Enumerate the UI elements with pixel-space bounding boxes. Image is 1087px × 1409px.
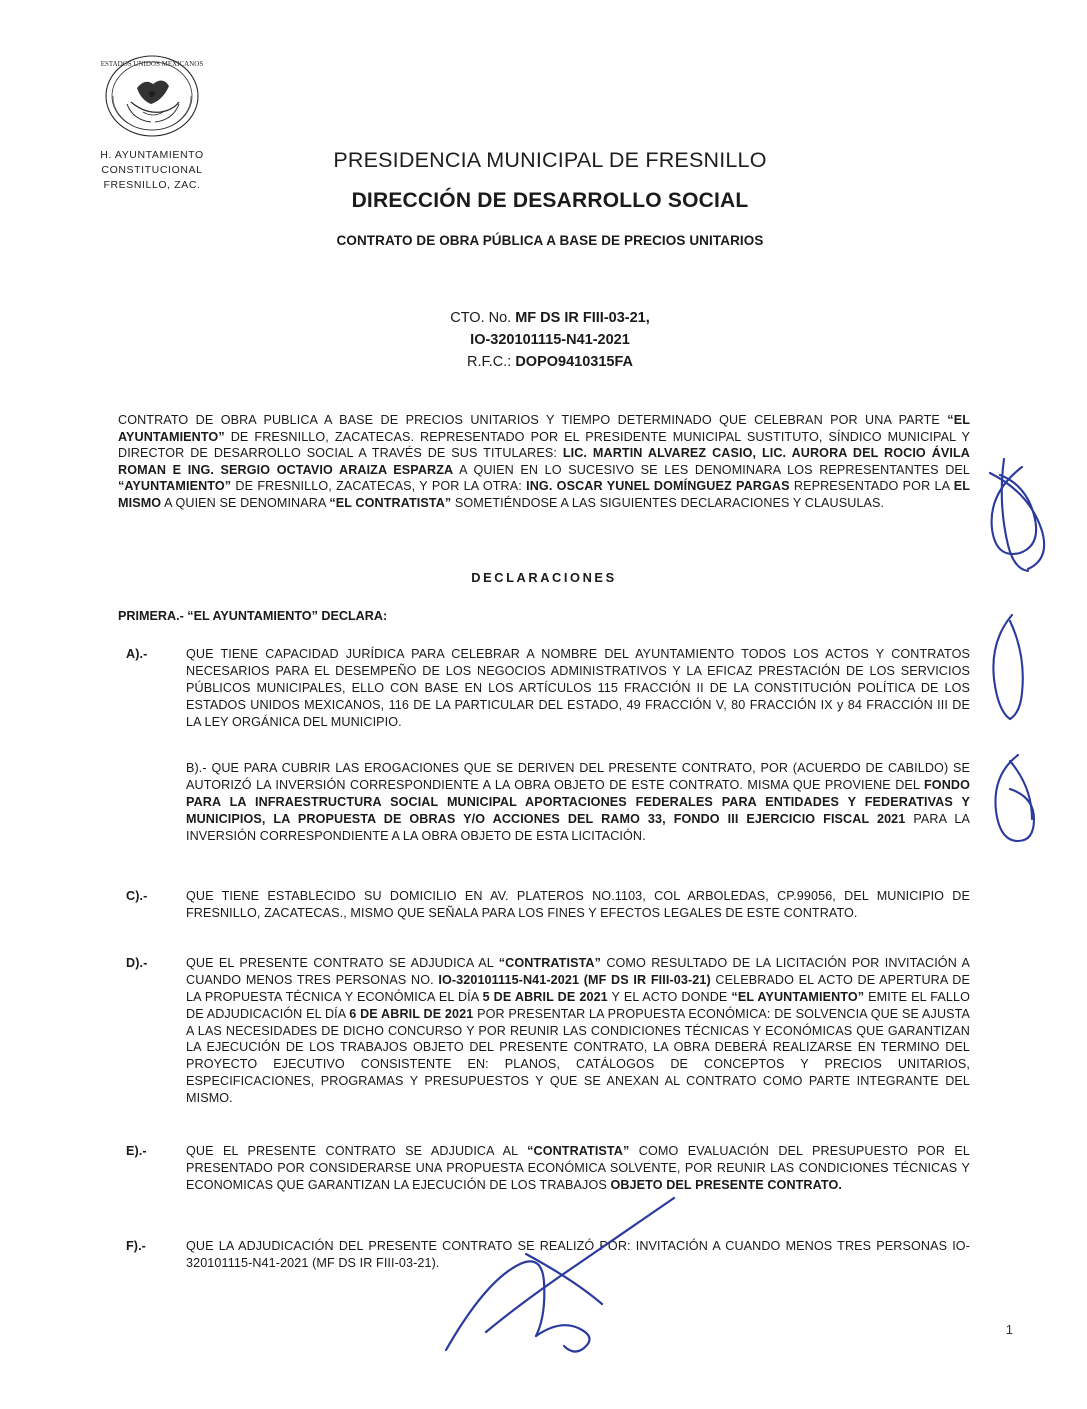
clause-b-seg-1: B).- QUE PARA CUBRIR LAS EROGACIONES QUE SE DERIVEN DEL PRESENTE CONTRATO, POR (ACUERDO DE CABILDO) SE AUTORIZÓ LA INVERSIÓN CORRESPONDIENTE A LA OBRA OBJETO DE ESTE CONTRATO. MISMA QUE PROVIENE DEL [186, 761, 970, 792]
intro-seg-13: SOMETIÉNDOSE A LAS SIGUIENTES DECLARACIONES Y CLAUSULAS. [451, 496, 885, 511]
intro-paragraph [118, 412, 970, 512]
clause-f-marker: F).- [126, 1239, 146, 1253]
signature-ink-right [960, 455, 1070, 935]
clause-d-text [186, 955, 970, 1107]
clause-e [126, 1143, 970, 1194]
clause-f-text: QUE LA ADJUDICACIÓN DEL PRESENTE CONTRATO SE REALIZÓ POR: INVITACIÓN A CUANDO MENOS TRES PERSONAS IO-320101115-N41-2021 (MF DS IR FIII-03-21). [186, 1239, 970, 1270]
subtitle-contrato: CONTRATO DE OBRA PÚBLICA A BASE DE PRECIOS UNITARIOS [336, 233, 764, 248]
page-number: 1 [1005, 1322, 1013, 1337]
contract-identifiers [120, 308, 980, 373]
clause-a-text: QUE TIENE CAPACIDAD JURÍDICA PARA CELEBRAR A NOMBRE DEL AYUNTAMIENTO TODOS LOS ACTOS Y CONTRATOS NECESARIOS PARA EL DESEMPEÑO DE LOS NEGOCIOS ADMINISTRATIVOS Y LA EFICAZ PRESTACIÓN DE LOS SERVICIOS PÚBLICOS MUNICIPALES, ELLO CON BASE EN LOS ARTÍCULOS 115 FRACCIÓN II DE LA CONSTITUCIÓN POLÍTICA DE LOS ESTADOS UNIDOS MEXICANOS, 116 DE LA PARTICULAR DEL ESTADO, 49 FRACCIÓN V, 80 FRACCIÓN IX y 84 FRACCIÓN III DE LA LEY ORGÁNICA DEL MUNICIPIO. [186, 647, 970, 729]
intro-seg-2: “EL AYUNTAMIENTO” [118, 413, 970, 444]
intro-seg-9: REPRESENTADO POR LA [789, 479, 954, 494]
cto-label: CTO. No. [450, 310, 516, 326]
intro-seg-3: DE FRESNILLO, ZACATECAS. REPRESENTADO POR EL PRESIDENTE MUNICIPAL SUSTITUTO, SÍNDICO MUNICIPAL Y DIRECTOR DE DESARROLLO SOCIAL A TRAVÉS DE SUS TITULARES: [118, 429, 970, 461]
clause-b-text [186, 760, 970, 844]
licitacion-number: IO-320101115-N41-2021 [470, 331, 630, 348]
clause-b-seg-3: PARA LA INVERSIÓN CORRESPONDIENTE A LA OBRA OBJETO DE ESTA LICITACIÓN. [186, 811, 970, 843]
intro-seg-7: DE FRESNILLO, ZACATECAS, Y POR LA OTRA: [231, 479, 527, 494]
rfc-label: R.F.C.: [466, 353, 516, 370]
letterhead-line-3: FRESNILLO, ZAC. [103, 179, 201, 192]
clause-d-seg-9: EMITE EL FALLO DE ADJUDICACIÓN EL DÍA [186, 989, 970, 1021]
intro-seg-10: EL MISMO [118, 479, 971, 511]
clause-e-seg-4: OBJETO DEL PRESENTE CONTRATO. [610, 1177, 842, 1192]
clause-d-seg-11: POR PRESENTAR LA PROPUESTA ECONÓMICA: DE SOLVENCIA QUE SE AJUSTA A LAS NECESIDADES DE DICHO CONCURSO Y POR REUNIR LAS CONDICIONES TÉCNICAS Y ECONÓMICAS QUE GARANTIZAN LA EJECUCIÓN DE LOS TRABAJOS OBJETO DEL PRESENTE CONTRATO, LA OBRA DEBERÁ REALIZARSE EN TERMINO DEL PROYECTO EJECUTIVO CONSISTENTE EN: PLANOS, CATÁLOGOS DE CONCEPTOS Y PRECIOS UNITARIOS, ESPECIFICACIONES, PROGRAMAS Y PRESUPUESTOS Y QUE SE ANEXAN AL CONTRATO COMO PARTE INTEGRANTE DEL MISMO. [186, 1006, 970, 1105]
clause-c [126, 888, 970, 922]
intro-seg-1: CONTRATO DE OBRA PUBLICA A BASE DE PRECIOS UNITARIOS Y TIEMPO DETERMINADO QUE CELEBRAN POR UNA PARTE [118, 413, 948, 427]
clause-e-seg-3: COMO EVALUACIÓN DEL PRESUPUESTO POR EL PRESENTADO POR CONSIDERARSE UNA PROPUESTA ECONÓMICA SOLVENTE, POR REUNIR LAS CONDICIONES TÉCNICAS Y ECONOMICAS QUE GARANTIZAN LA EJECUCIÓN DE LOS TRABAJOS [186, 1144, 970, 1192]
letterhead-line-1: H. AYUNTAMIENTO [100, 149, 204, 161]
clause-a [126, 646, 970, 730]
clause-d-seg-6: 5 DE ABRIL DE 2021 [482, 989, 608, 1004]
letterhead-line-2: CONSTITUCIONAL [101, 164, 203, 177]
svg-text:ESTADOS UNIDOS MEXICANOS: ESTADOS UNIDOS MEXICANOS [100, 60, 204, 68]
clause-a-marker: A).- [126, 647, 148, 661]
clause-d-seg-8: “EL AYUNTAMIENTO” [731, 989, 865, 1004]
page-title: PRESIDENCIA MUNICIPAL DE FRESNILLO [333, 148, 767, 172]
intro-seg-11: A QUIEN SE DENOMINARA [161, 496, 330, 511]
clause-e-seg-1: QUE EL PRESENTE CONTRATO SE ADJUDICA AL [186, 1144, 528, 1158]
intro-seg-5: A QUIEN EN LO SUCESIVO SE LES DENOMINARA LOS REPRESENTANTES DEL [453, 462, 970, 477]
clause-d-seg-3: COMO RESULTADO DE LA LICITACIÓN POR INVITACIÓN A CUANDO MENOS TRES PERSONAS NO. [186, 956, 971, 987]
clause-d [126, 955, 970, 1107]
clause-d-seg-4: IO-320101115-N41-2021 (MF DS IR FIII-03-21) [438, 972, 711, 987]
clause-d-seg-2: “CONTRATISTA” [498, 956, 602, 970]
clause-f [126, 1238, 970, 1272]
clause-b [126, 760, 970, 844]
clause-e-text [186, 1143, 970, 1194]
clause-e-seg-2: “CONTRATISTA” [527, 1144, 630, 1158]
clause-d-marker: D).- [126, 956, 148, 970]
intro-seg-6: “AYUNTAMIENTO” [118, 479, 232, 494]
clause-e-marker: E).- [126, 1144, 147, 1158]
clause-c-marker: C).- [126, 889, 148, 903]
clause-d-seg-10: 6 DE ABRIL DE 2021 [349, 1006, 474, 1021]
cto-line [120, 308, 980, 330]
subtitle-direccion: DIRECCIÓN DE DESARROLLO SOCIAL [351, 189, 749, 212]
intro-seg-4: LIC. MARTIN ALVAREZ CASIO, LIC. AURORA DEL ROCIO ÁVILA ROMAN E ING. SERGIO OCTAVIO ARAIZA ESPARZA [118, 446, 970, 477]
clause-b-seg-2: FONDO PARA LA INFRAESTRUCTURA SOCIAL MUNICIPAL APORTACIONES FEDERALES PARA ENTIDADES Y FEDERATIVAS Y MUNICIPIOS, LA PROPUESTA DE OBRAS Y/O ACCIONES DEL RAMO 33, FONDO III EJERCICIO FISCAL 2021 [186, 777, 970, 826]
clause-d-seg-7: Y EL ACTO DONDE [607, 989, 732, 1004]
intro-seg-8: ING. OSCAR YUNEL DOMÍNGUEZ PARGAS [526, 479, 790, 494]
signature-ink-bottom [430, 1190, 790, 1380]
intro-seg-12: “EL CONTRATISTA” [329, 496, 452, 511]
mexican-coat-of-arms-icon [93, 50, 211, 142]
rfc-value: DOPO9410315FA [515, 353, 634, 370]
declaraciones-heading: DECLARACIONES [471, 570, 617, 585]
clause-d-seg-1: QUE EL PRESENTE CONTRATO SE ADJUDICA AL [186, 956, 499, 970]
cto-value: MF DS IR FIII-03-21, [515, 310, 650, 326]
title-block [120, 148, 980, 248]
primera-heading: PRIMERA.- “EL AYUNTAMIENTO” DECLARA: [118, 609, 388, 623]
clause-d-seg-5: CELEBRADO EL ACTO DE APERTURA DE LA PROPUESTA TÉCNICA Y ECONÓMICA EL DÍA [186, 972, 970, 1004]
clause-c-text: QUE TIENE ESTABLECIDO SU DOMICILIO EN AV. PLATEROS NO.1103, COL ARBOLEDAS, CP.99056, DEL MUNICIPIO DE FRESNILLO, ZACATECAS., MISMO QUE SEÑALA PARA LOS FINES Y EFECTOS LEGALES DE ESTE CONTRATO. [186, 889, 970, 920]
rfc-line [120, 352, 980, 374]
